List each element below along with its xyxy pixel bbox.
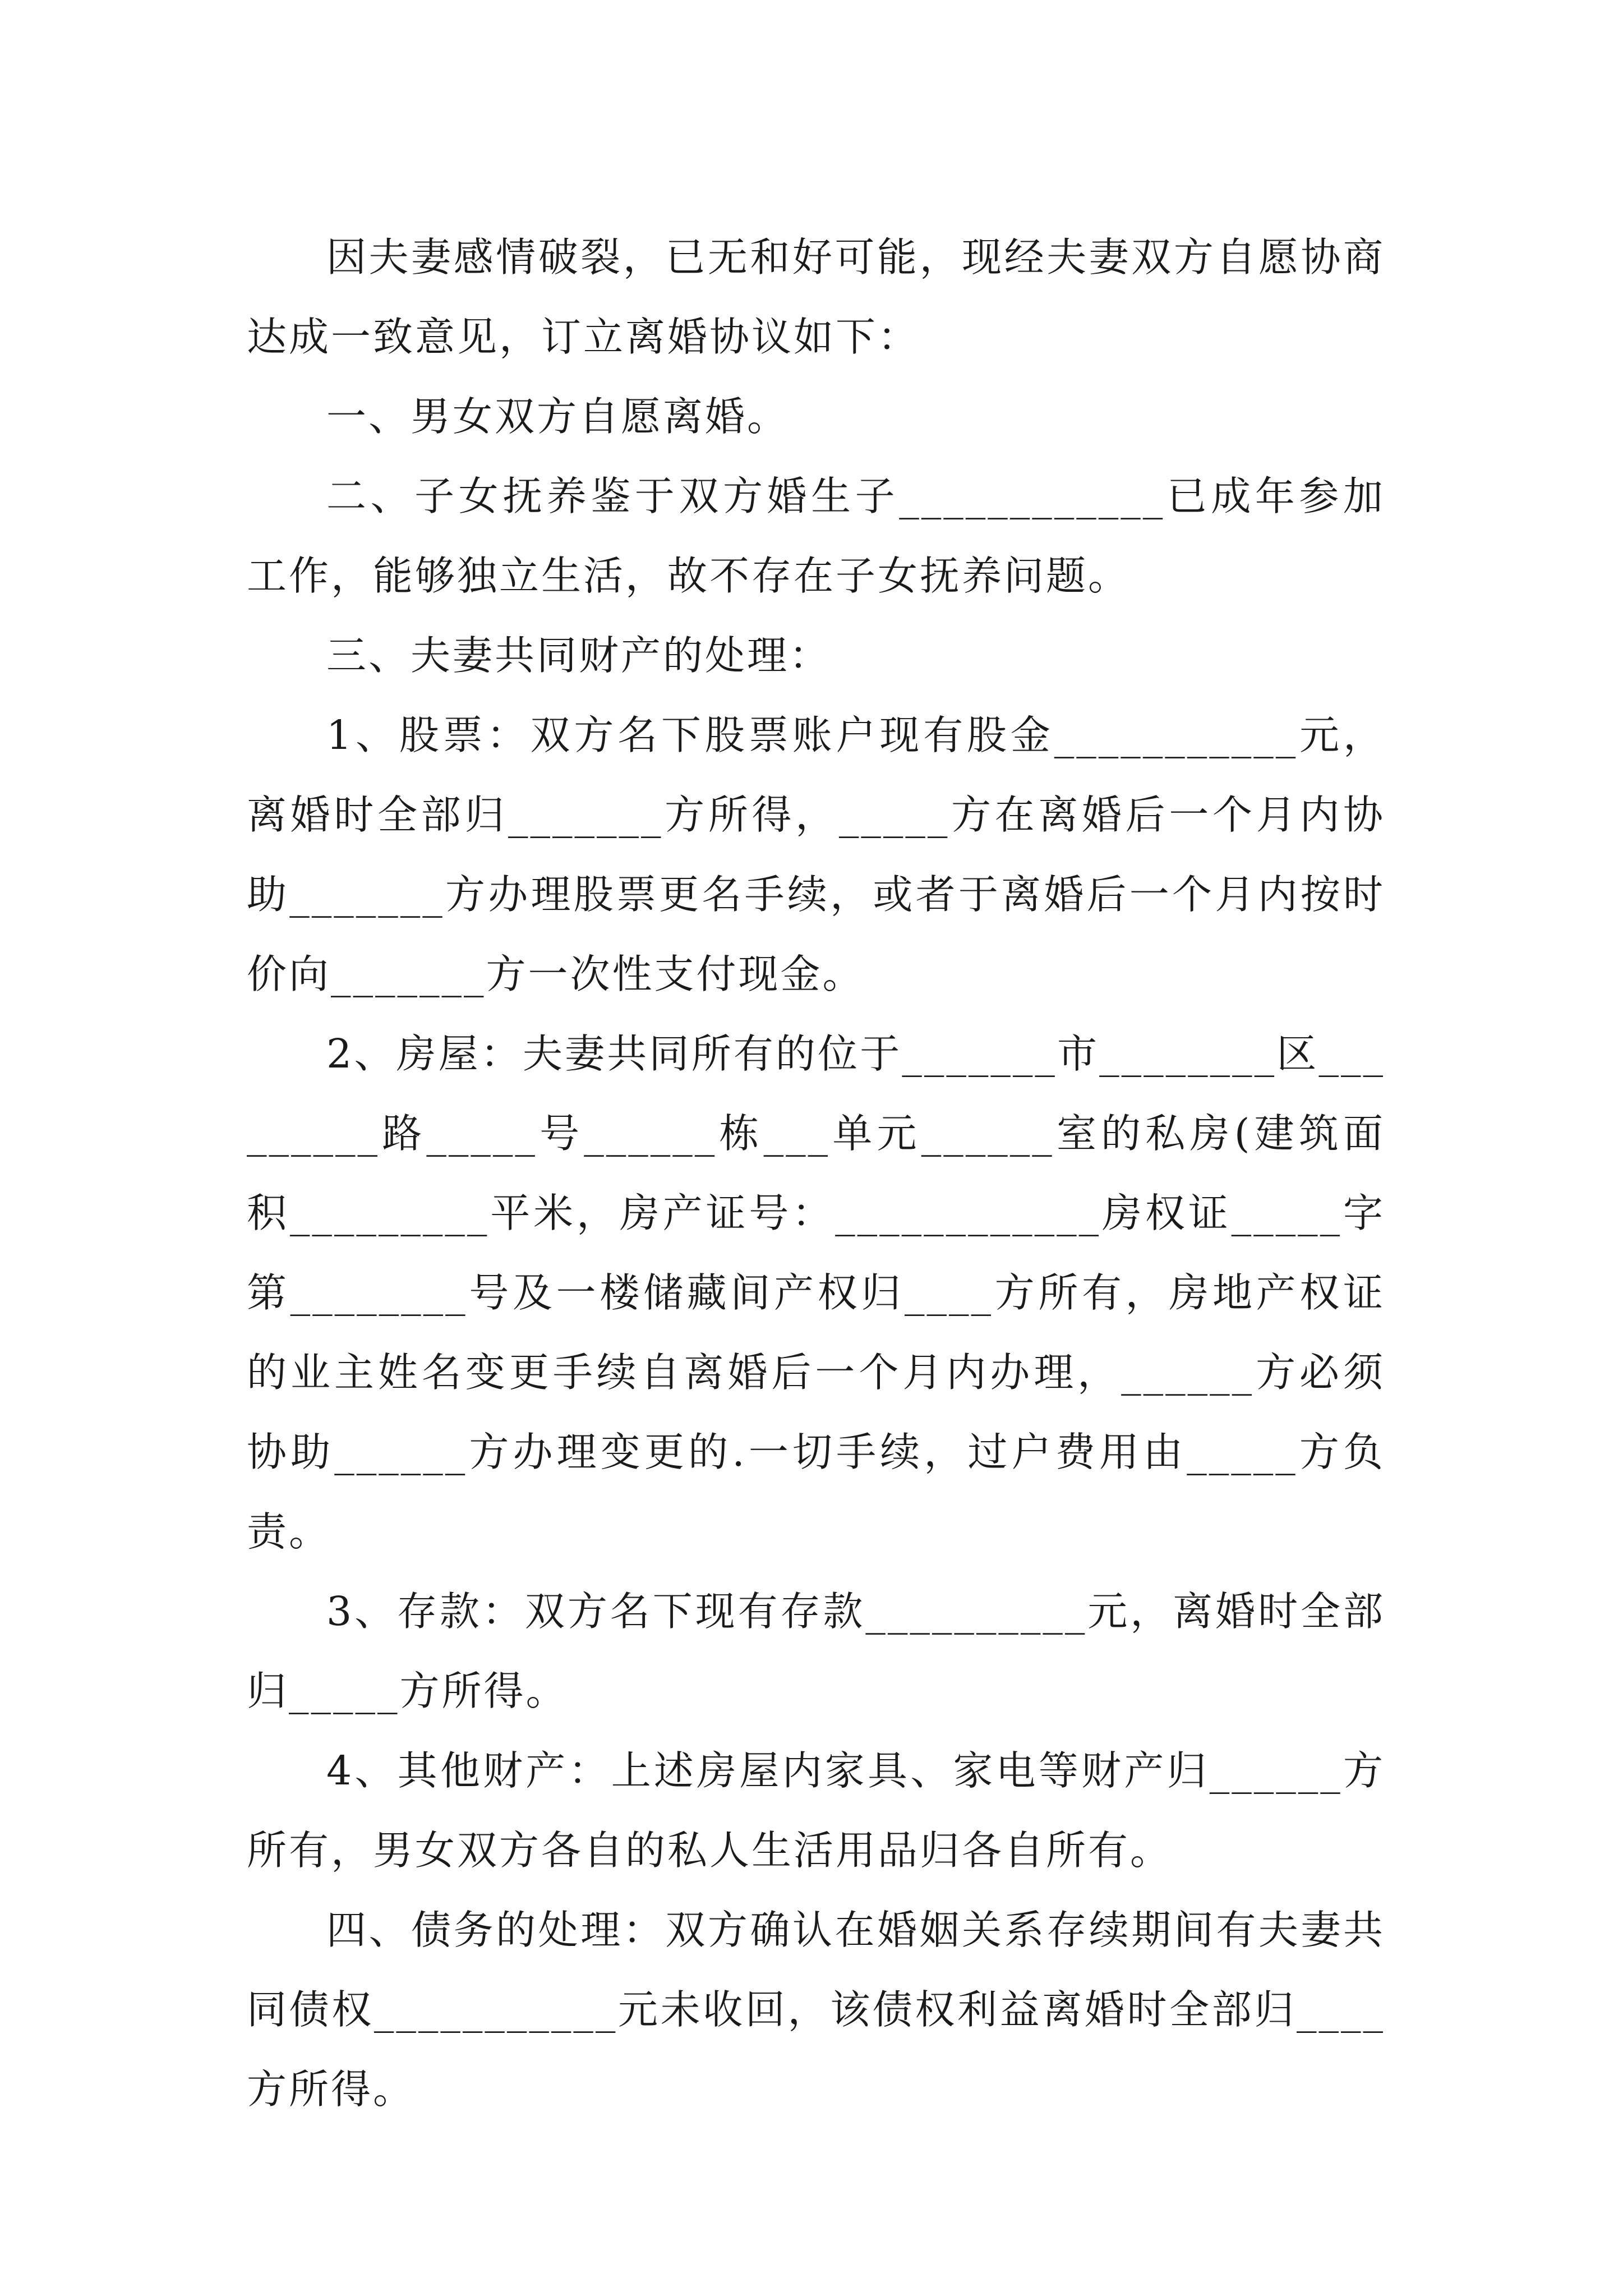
paragraph-other-property: 4、其他财产：上述房屋内家具、家电等财产归______方所有，男女双方各自的私人生活用品归各自所有。: [247, 1747, 1385, 1874]
agreement-body: [247, 218, 1385, 2129]
paragraph-deposits: 3、存款：双方名下现有存款__________元，离婚时全部归_____方所得。: [247, 1588, 1385, 1714]
paragraph-debts: 四、债务的处理：双方确认在婚姻关系存续期间有夫妻共同债权___________元未收回，该债权利益离婚时全部归____方所得。: [247, 1907, 1385, 2113]
paragraph-clause-3-heading: 三、夫妻共同财产的处理：: [326, 632, 832, 679]
paragraph-clause-2-children: 二、子女抚养鉴于双方婚生子____________已成年参加工作，能够独立生活，故不存在子女抚养问题。: [247, 473, 1385, 599]
paragraph-house: 2、房屋：夫妻共同所有的位于_______市________区_________路_____号______栋___单元______室的私房(建筑面积_________平米，房产证号：____________房权证_____字第________号及一楼储藏间产权归____方所有，房地产权证的业主姓名变更手续自离婚后一个月内办理，______方必须协助______方办理变更的.一切手续，过户费用由_____方负责。: [247, 1030, 1385, 1555]
paragraph-stocks: 1、股票：双方名下股票账户现有股金___________元，离婚时全部归_______方所得，_____方在离婚后一个月内协助_______方办理股票更名手续，或者于离婚后一个月内按时价向_______方一次性支付现金。: [247, 712, 1385, 997]
paragraph-intro: 因夫妻感情破裂，已无和好可能，现经夫妻双方自愿协商达成一致意见，订立离婚协议如下：: [247, 234, 1385, 360]
paragraph-clause-1: 一、男女双方自愿离婚。: [326, 393, 790, 440]
